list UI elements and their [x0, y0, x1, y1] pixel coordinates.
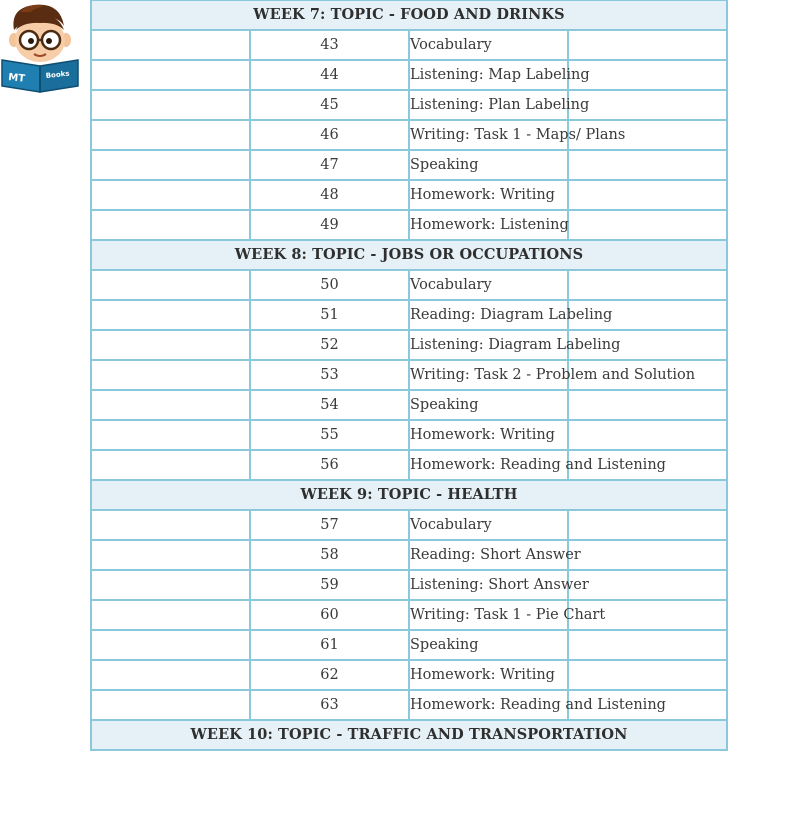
- week-header-row: [91, 480, 727, 510]
- lesson-row: [91, 510, 727, 540]
- blank-cell: [91, 660, 250, 690]
- week-header-row: [91, 0, 727, 30]
- blank-cell: [91, 30, 250, 60]
- lesson-row: [91, 150, 727, 180]
- lesson-row: [91, 30, 727, 60]
- lesson-row: [91, 210, 727, 240]
- lesson-title: Listening: Map Labeling: [409, 60, 568, 90]
- lesson-title: Listening: Short Answer: [409, 570, 568, 600]
- lesson-number: 52: [250, 330, 409, 360]
- lesson-row: [91, 390, 727, 420]
- lesson-number: 62: [250, 660, 409, 690]
- blank-cell: [91, 180, 250, 210]
- blank-cell: [91, 270, 250, 300]
- lesson-row: [91, 570, 727, 600]
- lesson-title: Listening: Diagram Labeling: [409, 330, 568, 360]
- lesson-title: Speaking: [409, 630, 568, 660]
- notes-cell: [568, 90, 727, 120]
- blank-cell: [91, 630, 250, 660]
- lesson-number: 46: [250, 120, 409, 150]
- lesson-row: [91, 630, 727, 660]
- blank-cell: [91, 60, 250, 90]
- notes-cell: [568, 420, 727, 450]
- schedule-body: [91, 0, 727, 750]
- schedule-page: [90, 0, 728, 819]
- notes-cell: [568, 180, 727, 210]
- blank-cell: [91, 210, 250, 240]
- lesson-number: 51: [250, 300, 409, 330]
- lesson-number: 56: [250, 450, 409, 480]
- lesson-title: Homework: Writing: [409, 180, 568, 210]
- notes-cell: [568, 630, 727, 660]
- lesson-number: 55: [250, 420, 409, 450]
- lesson-number: 53: [250, 360, 409, 390]
- lesson-title: Homework: Reading and Listening: [409, 690, 568, 720]
- lesson-title: Writing: Task 1 - Pie Chart: [409, 600, 568, 630]
- lesson-schedule-table: [90, 0, 728, 751]
- lesson-title: Homework: Writing: [409, 660, 568, 690]
- week-header-row: [91, 240, 727, 270]
- lesson-row: [91, 180, 727, 210]
- lesson-title: Writing: Task 1 - Maps/ Plans: [409, 120, 568, 150]
- lesson-number: 48: [250, 180, 409, 210]
- notes-cell: [568, 660, 727, 690]
- lesson-title: Vocabulary: [409, 510, 568, 540]
- lesson-row: [91, 450, 727, 480]
- week-title: WEEK 10: TOPIC - TRAFFIC AND TRANSPORTATION: [91, 720, 727, 750]
- notes-cell: [568, 510, 727, 540]
- lesson-title: Speaking: [409, 390, 568, 420]
- lesson-number: 58: [250, 540, 409, 570]
- blank-cell: [91, 120, 250, 150]
- lesson-title: Speaking: [409, 150, 568, 180]
- lesson-number: 45: [250, 90, 409, 120]
- lesson-number: 50: [250, 270, 409, 300]
- week-title: WEEK 7: TOPIC - FOOD AND DRINKS: [91, 0, 727, 30]
- svg-text:Books: Books: [45, 69, 70, 80]
- lesson-row: [91, 300, 727, 330]
- lesson-row: [91, 270, 727, 300]
- lesson-title: Vocabulary: [409, 270, 568, 300]
- lesson-number: 54: [250, 390, 409, 420]
- notes-cell: [568, 60, 727, 90]
- lesson-row: [91, 420, 727, 450]
- lesson-number: 49: [250, 210, 409, 240]
- reading-boy-icon: [0, 0, 80, 95]
- blank-cell: [91, 570, 250, 600]
- lesson-row: [91, 540, 727, 570]
- lesson-number: 63: [250, 690, 409, 720]
- notes-cell: [568, 540, 727, 570]
- lesson-title: Reading: Short Answer: [409, 540, 568, 570]
- blank-cell: [91, 510, 250, 540]
- lesson-number: 61: [250, 630, 409, 660]
- week-title: WEEK 9: TOPIC - HEALTH: [91, 480, 727, 510]
- lesson-number: 59: [250, 570, 409, 600]
- lesson-number: 44: [250, 60, 409, 90]
- lesson-row: [91, 600, 727, 630]
- lesson-row: [91, 690, 727, 720]
- lesson-row: [91, 360, 727, 390]
- lesson-title: Vocabulary: [409, 30, 568, 60]
- lesson-row: [91, 60, 727, 90]
- lesson-row: [91, 90, 727, 120]
- lesson-title: Homework: Writing: [409, 420, 568, 450]
- blank-cell: [91, 690, 250, 720]
- notes-cell: [568, 270, 727, 300]
- blank-cell: [91, 360, 250, 390]
- lesson-title: Homework: Reading and Listening: [409, 450, 568, 480]
- lesson-row: [91, 660, 727, 690]
- blank-cell: [91, 450, 250, 480]
- blank-cell: [91, 420, 250, 450]
- blank-cell: [91, 600, 250, 630]
- lesson-number: 57: [250, 510, 409, 540]
- notes-cell: [568, 30, 727, 60]
- blank-cell: [91, 90, 250, 120]
- blank-cell: [91, 300, 250, 330]
- lesson-row: [91, 120, 727, 150]
- svg-text:MT: MT: [7, 72, 26, 85]
- notes-cell: [568, 210, 727, 240]
- lesson-title: Writing: Task 2 - Problem and Solution: [409, 360, 568, 390]
- lesson-title: Reading: Diagram Labeling: [409, 300, 568, 330]
- lesson-number: 60: [250, 600, 409, 630]
- week-header-row: [91, 720, 727, 750]
- lesson-title: Homework: Listening: [409, 210, 568, 240]
- lesson-number: 43: [250, 30, 409, 60]
- blank-cell: [91, 150, 250, 180]
- mt-books-logo: [0, 0, 80, 95]
- week-title: WEEK 8: TOPIC - JOBS OR OCCUPATIONS: [91, 240, 727, 270]
- notes-cell: [568, 150, 727, 180]
- notes-cell: [568, 390, 727, 420]
- notes-cell: [568, 570, 727, 600]
- lesson-title: Listening: Plan Labeling: [409, 90, 568, 120]
- blank-cell: [91, 390, 250, 420]
- lesson-row: [91, 330, 727, 360]
- blank-cell: [91, 540, 250, 570]
- lesson-number: 47: [250, 150, 409, 180]
- blank-cell: [91, 330, 250, 360]
